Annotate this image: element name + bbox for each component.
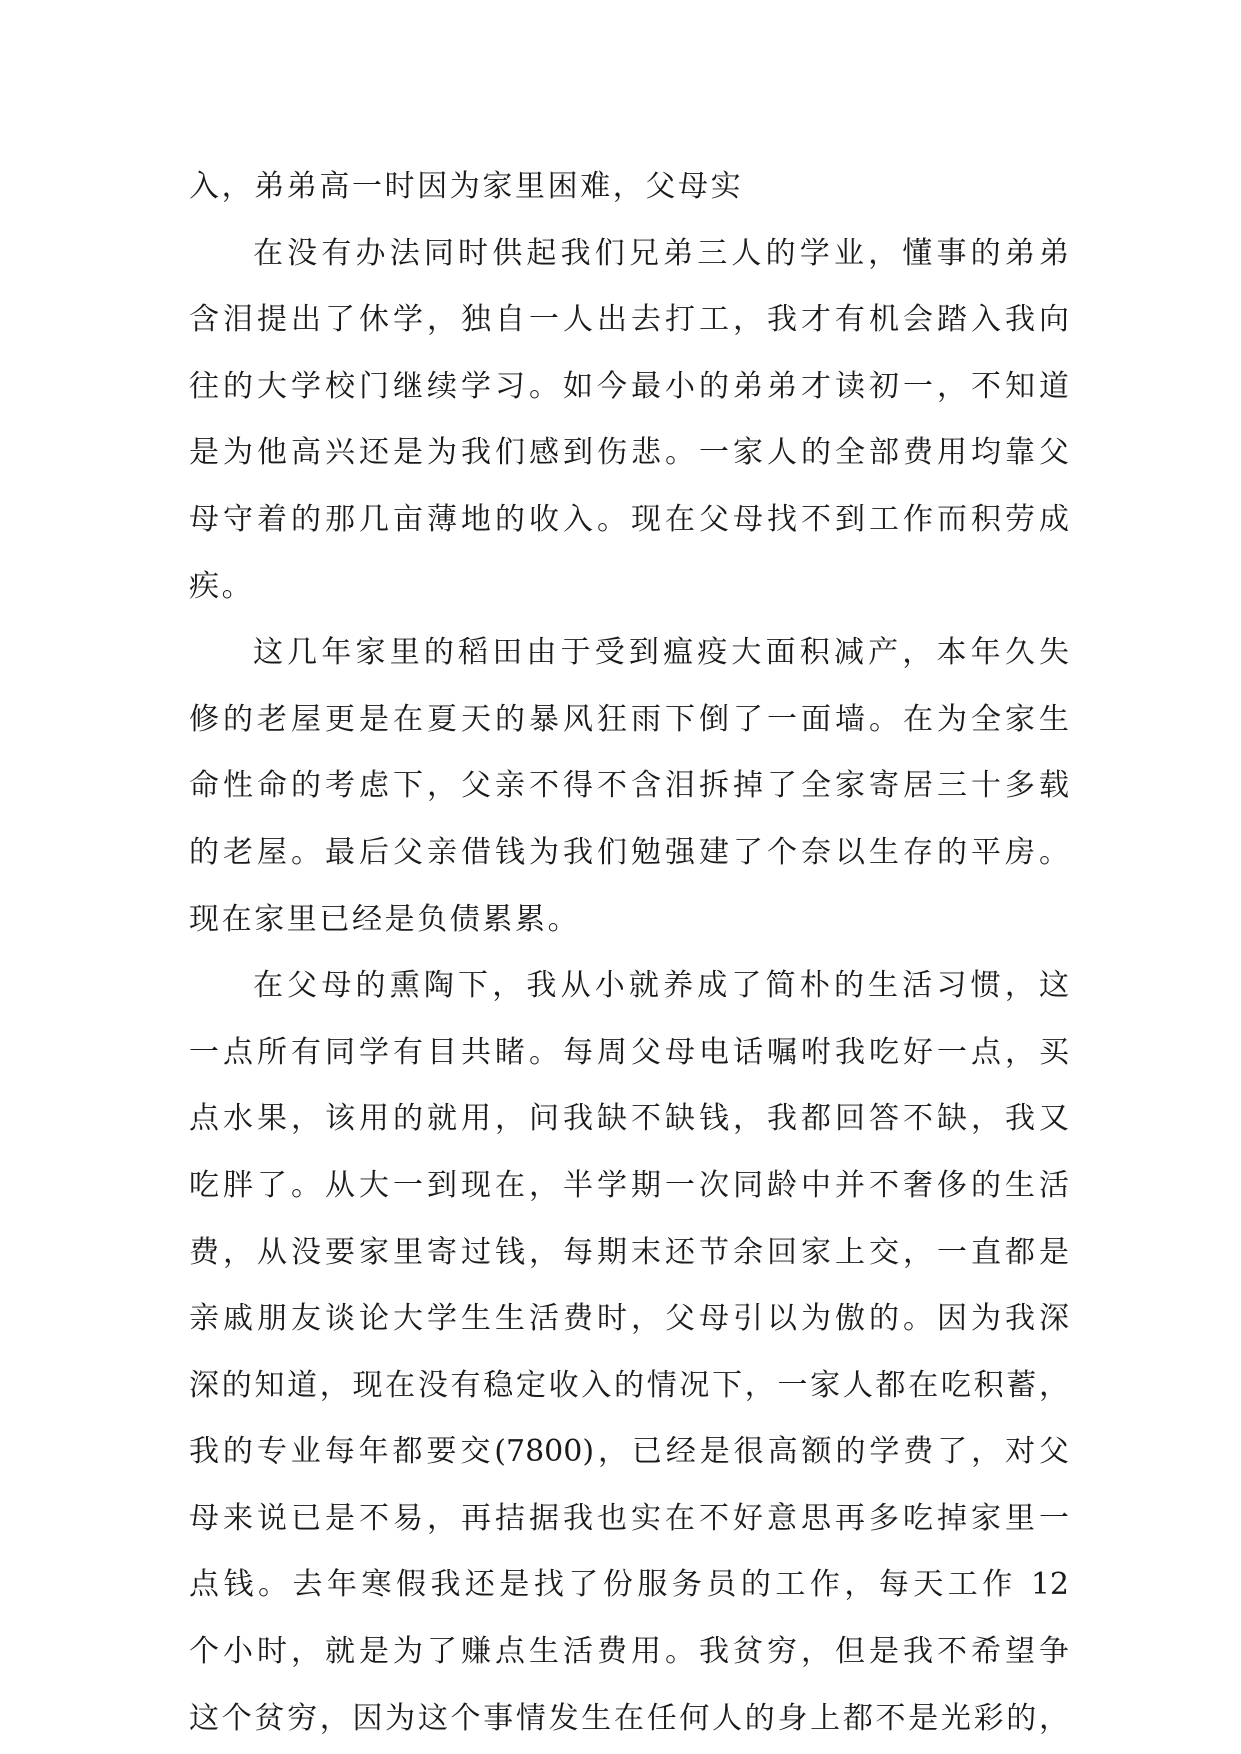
text-line: 亲戚朋友谈论大学生生活费时，父母引以为傲的。因为我深 — [189, 1301, 1069, 1337]
paragraph-start-line: 在没有办法同时供起我们兄弟三人的学业，懂事的弟弟 — [253, 235, 1069, 271]
text-line: 点水果，该用的就用，问我缺不缺钱，我都回答不缺，我又 — [189, 1101, 1069, 1137]
text-line: 母来说已是不易，再拮据我也实在不好意思再多吃掉家里一 — [189, 1500, 1069, 1536]
text-line: 深的知道，现在没有稳定收入的情况下，一家人都在吃积蓄， — [189, 1367, 1069, 1403]
text-line: 修的老屋更是在夏天的暴风狂雨下倒了一面墙。在为全家生 — [189, 701, 1069, 737]
text-line: 的老屋。最后父亲借钱为我们勉强建了个奈以生存的平房。 — [189, 834, 1069, 870]
text-line: 点钱。去年寒假我还是找了份服务员的工作，每天工作 12 — [189, 1567, 1069, 1603]
text-line: 吃胖了。从大一到现在，半学期一次同龄中并不奢侈的生活 — [189, 1167, 1069, 1203]
text-line: 这个贫穷，因为这个事情发生在任何人的身上都不是光彩的， — [189, 1700, 1069, 1736]
text-line: 一点所有同学有目共睹。每周父母电话嘱咐我吃好一点，买 — [189, 1034, 1069, 1070]
text-line: 是为他高兴还是为我们感到伤悲。一家人的全部费用均靠父 — [189, 435, 1069, 471]
text-line: 母守着的那几亩薄地的收入。现在父母找不到工作而积劳成 — [189, 501, 1069, 537]
text-line: 入，弟弟高一时因为家里困难，父母实 — [189, 169, 744, 204]
text-line: 往的大学校门继续学习。如今最小的弟弟才读初一，不知道 — [189, 368, 1069, 404]
text-line: 命性命的考虑下，父亲不得不含泪拆掉了全家寄居三十多载 — [189, 768, 1069, 804]
paragraph-start-line: 这几年家里的稻田由于受到瘟疫大面积减产，本年久失 — [253, 635, 1069, 671]
text-line: 费，从没要家里寄过钱，每期末还节余回家上交，一直都是 — [189, 1234, 1069, 1270]
text-line: 疾。 — [189, 568, 255, 604]
text-line: 个小时，就是为了赚点生活费用。我贫穷，但是我不希望争 — [189, 1634, 1069, 1670]
document-body — [189, 154, 1069, 1752]
text-line: 现在家里已经是负债累累。 — [189, 901, 581, 937]
text-line: 含泪提出了休学，独自一人出去打工，我才有机会踏入我向 — [189, 302, 1069, 338]
text-line: 我的专业每年都要交(7800)，已经是很高额的学费了，对父 — [189, 1434, 1069, 1470]
paragraph-start-line: 在父母的熏陶下，我从小就养成了简朴的生活习惯，这 — [253, 968, 1069, 1004]
